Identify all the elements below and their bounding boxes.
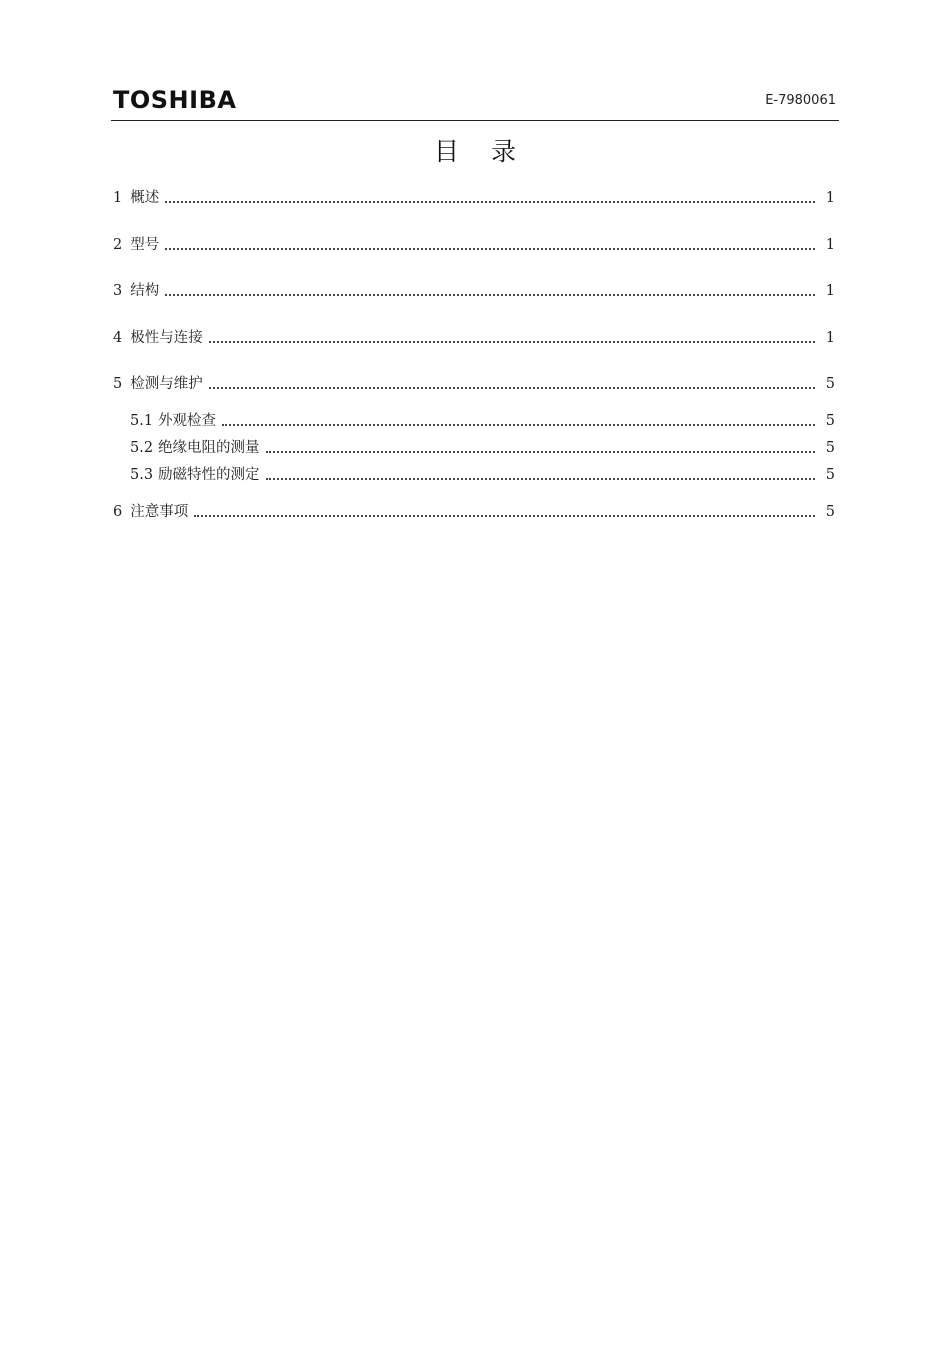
toc-entry-5-2[interactable] xyxy=(130,438,835,458)
toc-dot-leader xyxy=(165,201,815,203)
toc-entry-number: 2 xyxy=(113,237,123,253)
table-of-contents xyxy=(113,0,835,1345)
toc-dot-leader xyxy=(165,294,815,296)
toc-entry-3[interactable] xyxy=(113,281,835,301)
brand-logo-text: TOSHIBA xyxy=(113,86,237,114)
toc-entry-number: 4 xyxy=(113,330,123,346)
toc-dot-leader xyxy=(194,515,815,517)
toc-entry-page: 1 xyxy=(825,330,835,346)
toc-entry-5-3[interactable] xyxy=(130,465,835,485)
toc-dot-leader xyxy=(209,341,815,343)
toc-entry-label: 励磁特性的测定 xyxy=(158,467,260,483)
toc-entry-page: 5 xyxy=(825,440,835,456)
toc-entry-2[interactable] xyxy=(113,235,835,255)
toc-entry-page: 1 xyxy=(825,283,835,299)
toc-entry-number: 1 xyxy=(113,190,123,206)
toc-entry-label: 极性与连接 xyxy=(130,330,203,346)
toc-entry-5[interactable] xyxy=(113,374,835,394)
toc-entry-number: 5.1 xyxy=(130,413,154,429)
toc-entry-label: 结构 xyxy=(130,283,160,299)
toc-entry-page: 5 xyxy=(825,376,835,392)
toc-entry-label: 概述 xyxy=(130,190,160,206)
toc-dot-leader xyxy=(165,248,815,250)
toc-entry-label: 外观检查 xyxy=(158,413,217,429)
toc-entry-label: 检测与维护 xyxy=(130,376,203,392)
toc-entry-6[interactable] xyxy=(113,502,835,522)
toc-entry-number: 5.3 xyxy=(130,467,154,483)
toc-entry-page: 1 xyxy=(825,190,835,206)
page-title: 目 录 xyxy=(434,137,528,166)
toc-dot-leader xyxy=(222,424,815,426)
toc-entry-page: 5 xyxy=(825,413,835,429)
toc-entry-5-1[interactable] xyxy=(130,411,835,431)
toc-entry-number: 5 xyxy=(113,376,123,392)
toc-entry-number: 5.2 xyxy=(130,440,154,456)
toc-dot-leader xyxy=(266,478,815,480)
toc-dot-leader xyxy=(209,387,815,389)
document-number: E-7980061 xyxy=(765,93,836,108)
toc-entry-page: 5 xyxy=(825,467,835,483)
toc-entry-1[interactable] xyxy=(113,188,835,208)
toc-entry-page: 5 xyxy=(825,504,835,520)
toc-entry-number: 6 xyxy=(113,504,123,520)
toc-entry-label: 绝缘电阻的测量 xyxy=(158,440,260,456)
toc-entry-4[interactable] xyxy=(113,328,835,348)
toc-dot-leader xyxy=(266,451,815,453)
toc-entry-label: 注意事项 xyxy=(130,504,189,520)
toc-entry-page: 1 xyxy=(825,237,835,253)
toc-entry-label: 型号 xyxy=(130,237,160,253)
toc-entry-number: 3 xyxy=(113,283,123,299)
